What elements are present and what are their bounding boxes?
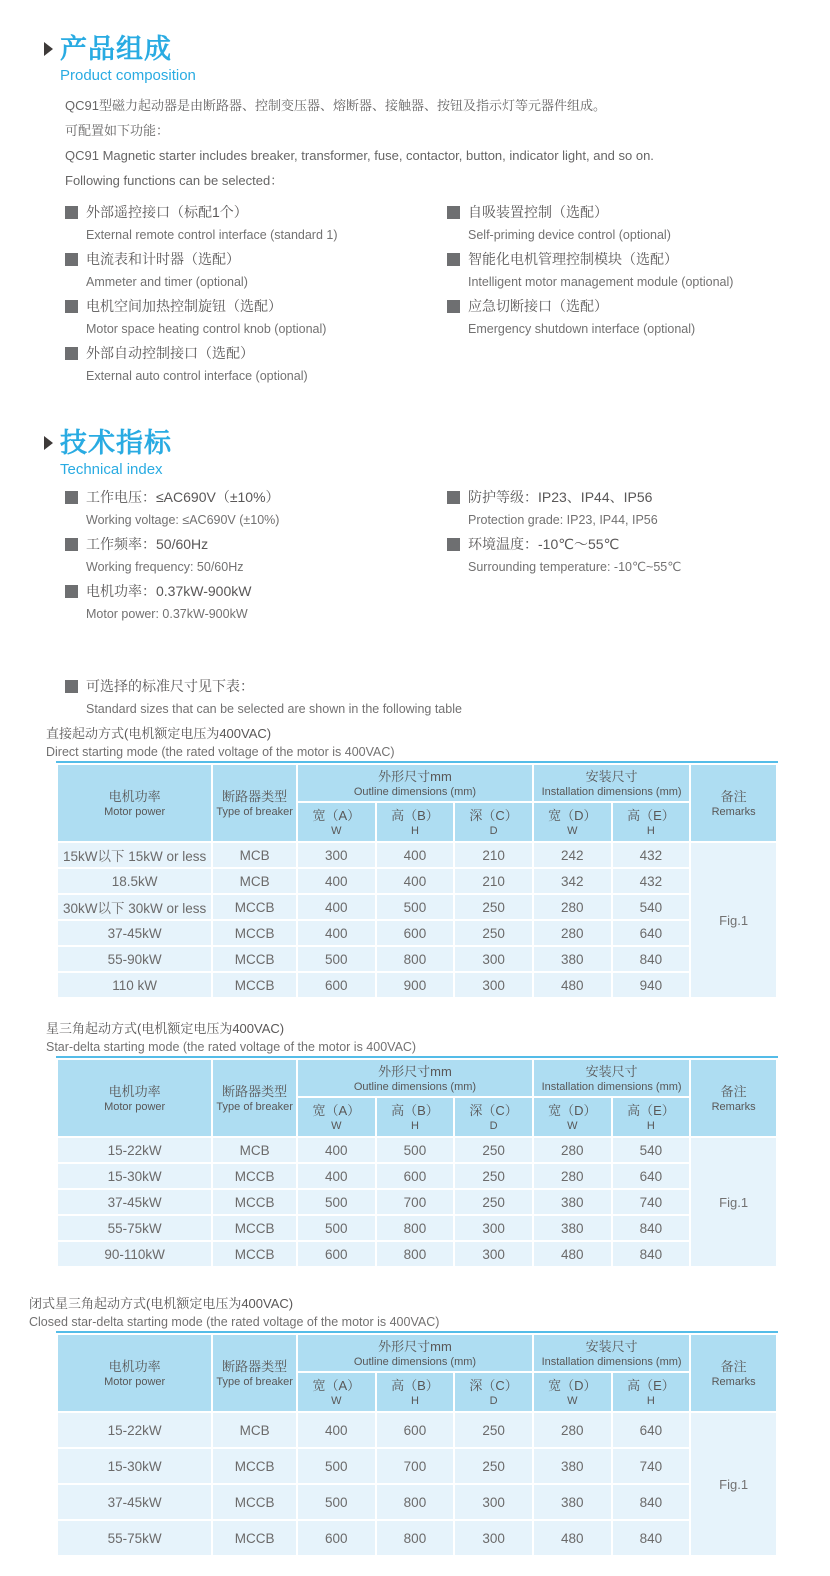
- cell: 55-75kW: [58, 1216, 211, 1240]
- table-row: [58, 1190, 776, 1214]
- col-group-installation: 安装尺寸 Installation dimensions (mm): [534, 1060, 689, 1096]
- cell: 640: [613, 921, 690, 945]
- col-header-motor-power: 电机功率 Motor power: [58, 1335, 211, 1411]
- col-header-motor-power: 电机功率 Motor power: [58, 1060, 211, 1136]
- cell: 800: [377, 1242, 454, 1266]
- cell: 640: [613, 1164, 690, 1188]
- cell: 540: [613, 1138, 690, 1162]
- cell: 800: [377, 1521, 454, 1555]
- cell: 250: [455, 895, 532, 919]
- cell: 700: [377, 1190, 454, 1214]
- spec-column-left: [65, 485, 447, 626]
- table-row: [58, 1164, 776, 1188]
- section-arrow-icon: [44, 42, 53, 56]
- cell: 300: [455, 1521, 532, 1555]
- cell: 500: [298, 1449, 375, 1483]
- feature-item: [447, 294, 830, 340]
- feature-en: External remote control interface (standard 1): [86, 228, 338, 242]
- section-title-en: Technical index: [60, 461, 163, 478]
- cell: 300: [455, 1485, 532, 1519]
- feature-column-left: [65, 200, 447, 388]
- cell: 55-75kW: [58, 1521, 211, 1555]
- table-caption: [46, 1019, 830, 1056]
- cell: MCB: [213, 869, 296, 893]
- col-header-width-d: 宽（D） W: [534, 1373, 611, 1411]
- cell: 380: [534, 1485, 611, 1519]
- col-header-width-d: 宽（D） W: [534, 1098, 611, 1136]
- intro-line: QC91型磁力起动器是由断路器、控制变压器、熔断器、接触器、按钮及指示灯等元器件组成。: [65, 98, 606, 113]
- cell: 37-45kW: [58, 1485, 211, 1519]
- spec-en: Motor power: 0.37kW-900kW: [86, 607, 248, 621]
- cell: 380: [534, 1190, 611, 1214]
- cell: 300: [455, 973, 532, 997]
- cell: 250: [455, 1138, 532, 1162]
- closed-star-delta-table: [56, 1331, 778, 1557]
- cell: 500: [298, 1190, 375, 1214]
- cell: MCCB: [213, 1164, 296, 1188]
- section-title-zh: 产品组成: [60, 34, 172, 64]
- feature-zh: 电流表和计时器（选配）: [86, 251, 240, 267]
- spec-item: [447, 485, 830, 531]
- feature-item: [65, 341, 447, 387]
- feature-list: [65, 200, 830, 388]
- feature-zh: 自吸装置控制（选配）: [468, 204, 608, 220]
- cell: 840: [613, 1485, 690, 1519]
- square-bullet-icon: [65, 253, 78, 266]
- cell: 15-30kW: [58, 1164, 211, 1188]
- col-header-remarks: 备注 Remarks: [691, 765, 776, 841]
- technical-index-header: [44, 428, 830, 478]
- cell: 840: [613, 1521, 690, 1555]
- section-title-en: Product composition: [60, 67, 196, 84]
- cell: 280: [534, 1164, 611, 1188]
- col-header-height-b: 高（B） H: [377, 803, 454, 841]
- cell: 400: [298, 1138, 375, 1162]
- feature-zh: 外部遥控接口（标配1个）: [86, 204, 248, 220]
- cell: 300: [455, 947, 532, 971]
- cell: 280: [534, 1138, 611, 1162]
- col-header-height-e: 高（E） H: [613, 803, 690, 841]
- spec-zh: 电机功率：0.37kW-900kW: [86, 583, 252, 599]
- feature-en: Emergency shutdown interface (optional): [468, 322, 696, 336]
- feature-item: [65, 247, 447, 293]
- caption-zh: 星三角起动方式(电机额定电压为400VAC): [46, 1021, 285, 1036]
- cell: 280: [534, 921, 611, 945]
- cell: 210: [455, 869, 532, 893]
- square-bullet-icon: [447, 300, 460, 313]
- spec-item: [447, 532, 830, 578]
- spec-en: Working voltage: ≤AC690V (±10%): [86, 513, 280, 527]
- square-bullet-icon: [447, 491, 460, 504]
- section-title-zh: 技术指标: [60, 428, 172, 458]
- cell: MCCB: [213, 895, 296, 919]
- remark-cell: Fig.1: [691, 1413, 776, 1555]
- square-bullet-icon: [65, 491, 78, 504]
- spec-zh: 防护等级：IP23、IP44、IP56: [468, 489, 653, 505]
- cell: 250: [455, 921, 532, 945]
- remark-cell: Fig.1: [691, 1138, 776, 1266]
- feature-en: Self-priming device control (optional): [468, 228, 671, 242]
- cell: 500: [377, 1138, 454, 1162]
- table-row: [58, 1485, 776, 1519]
- cell: 90-110kW: [58, 1242, 211, 1266]
- col-header-depth-c: 深（C） D: [455, 803, 532, 841]
- cell: 400: [298, 895, 375, 919]
- table-row: [58, 921, 776, 945]
- cell: 480: [534, 973, 611, 997]
- spec-item: [65, 532, 447, 578]
- col-header-remarks: 备注 Remarks: [691, 1335, 776, 1411]
- cell: MCB: [213, 1138, 296, 1162]
- cell: 600: [298, 1521, 375, 1555]
- cell: 700: [377, 1449, 454, 1483]
- note-zh: 可选择的标准尺寸见下表：: [86, 678, 254, 694]
- cell: 400: [377, 843, 454, 867]
- product-composition-header: [44, 34, 830, 84]
- col-header-width-a: 宽（A） W: [298, 1098, 375, 1136]
- cell: 840: [613, 1216, 690, 1240]
- spec-column-right: [447, 485, 830, 626]
- cell: 400: [298, 1164, 375, 1188]
- table-row: [58, 973, 776, 997]
- spec-item: [65, 485, 447, 531]
- col-header-breaker-type: 断路器类型 Type of breaker: [213, 1335, 296, 1411]
- feature-zh: 电机空间加热控制旋钮（选配）: [86, 298, 282, 314]
- cell: 740: [613, 1190, 690, 1214]
- cell: 280: [534, 1413, 611, 1447]
- table-row: [58, 1521, 776, 1555]
- cell: 800: [377, 1216, 454, 1240]
- cell: 540: [613, 895, 690, 919]
- square-bullet-icon: [447, 253, 460, 266]
- cell: 600: [298, 973, 375, 997]
- cell: MCCB: [213, 921, 296, 945]
- direct-start-table: [56, 761, 778, 999]
- cell: 15-30kW: [58, 1449, 211, 1483]
- feature-zh: 智能化电机管理控制模块（选配）: [468, 251, 678, 267]
- cell: MCB: [213, 1413, 296, 1447]
- col-header-remarks: 备注 Remarks: [691, 1060, 776, 1136]
- col-header-height-e: 高（E） H: [613, 1373, 690, 1411]
- table-row: [58, 1449, 776, 1483]
- cell: 37-45kW: [58, 921, 211, 945]
- col-header-breaker-type: 断路器类型 Type of breaker: [213, 1060, 296, 1136]
- cell: 380: [534, 1449, 611, 1483]
- square-bullet-icon: [65, 206, 78, 219]
- cell: 15kW以下 15kW or less: [58, 843, 211, 867]
- feature-en: External auto control interface (optional): [86, 369, 308, 383]
- cell: 380: [534, 1216, 611, 1240]
- cell: MCCB: [213, 1449, 296, 1483]
- col-header-width-a: 宽（A） W: [298, 803, 375, 841]
- cell: 18.5kW: [58, 869, 211, 893]
- col-header-height-b: 高（B） H: [377, 1373, 454, 1411]
- star-delta-table: [56, 1056, 778, 1268]
- standard-sizes-note: [65, 674, 830, 720]
- col-header-width-a: 宽（A） W: [298, 1373, 375, 1411]
- cell: 250: [455, 1164, 532, 1188]
- cell: 432: [613, 869, 690, 893]
- col-header-depth-c: 深（C） D: [455, 1373, 532, 1411]
- table-row: [58, 1216, 776, 1240]
- cell: 380: [534, 947, 611, 971]
- square-bullet-icon: [447, 538, 460, 551]
- spec-en: Protection grade: IP23, IP44, IP56: [468, 513, 658, 527]
- spec-zh: 工作电压：≤AC690V（±10%）: [86, 489, 280, 505]
- cell: MCCB: [213, 973, 296, 997]
- feature-en: Intelligent motor management module (optional): [468, 275, 734, 289]
- square-bullet-icon: [65, 680, 78, 693]
- cell: 210: [455, 843, 532, 867]
- feature-column-right: [447, 200, 830, 388]
- cell: 30kW以下 30kW or less: [58, 895, 211, 919]
- cell: 600: [377, 1164, 454, 1188]
- cell: MCCB: [213, 1216, 296, 1240]
- cell: 500: [298, 1485, 375, 1519]
- cell: 300: [455, 1216, 532, 1240]
- table-row: [58, 869, 776, 893]
- cell: 500: [298, 1216, 375, 1240]
- cell: MCCB: [213, 1485, 296, 1519]
- note-en: Standard sizes that can be selected are shown in the following table: [86, 702, 462, 716]
- col-header-motor-power: 电机功率 Motor power: [58, 765, 211, 841]
- square-bullet-icon: [65, 347, 78, 360]
- table-row: [58, 895, 776, 919]
- cell: 840: [613, 947, 690, 971]
- cell: 940: [613, 973, 690, 997]
- section-arrow-icon: [44, 436, 53, 450]
- table-row: [58, 1413, 776, 1447]
- cell: 500: [298, 947, 375, 971]
- square-bullet-icon: [65, 300, 78, 313]
- square-bullet-icon: [65, 585, 78, 598]
- col-header-height-e: 高（E） H: [613, 1098, 690, 1136]
- caption-en: Direct starting mode (the rated voltage of the motor is 400VAC): [46, 745, 395, 759]
- col-group-installation: 安装尺寸 Installation dimensions (mm): [534, 765, 689, 801]
- feature-item: [447, 247, 830, 293]
- cell: 15-22kW: [58, 1413, 211, 1447]
- cell: 900: [377, 973, 454, 997]
- cell: 110 kW: [58, 973, 211, 997]
- feature-item: [447, 200, 830, 246]
- spec-item: [65, 579, 447, 625]
- cell: MCCB: [213, 1242, 296, 1266]
- cell: 15-22kW: [58, 1138, 211, 1162]
- cell: 250: [455, 1413, 532, 1447]
- cell: 280: [534, 895, 611, 919]
- intro-line: QC91 Magnetic starter includes breaker, transformer, fuse, contactor, button, indicator light, and so on.: [65, 148, 654, 163]
- caption-en: Closed star-delta starting mode (the rated voltage of the motor is 400VAC): [29, 1315, 440, 1329]
- cell: 250: [455, 1449, 532, 1483]
- spec-zh: 工作频率：50/60Hz: [86, 536, 209, 552]
- col-header-width-d: 宽（D） W: [534, 803, 611, 841]
- cell: 432: [613, 843, 690, 867]
- spec-zh: 环境温度：-10℃～55℃: [468, 536, 620, 552]
- cell: 740: [613, 1449, 690, 1483]
- cell: 800: [377, 1485, 454, 1519]
- table-row: [58, 843, 776, 867]
- cell: 242: [534, 843, 611, 867]
- col-group-outline: 外形尺寸mm Outline dimensions (mm): [298, 1335, 532, 1371]
- feature-en: Motor space heating control knob (optional): [86, 322, 327, 336]
- cell: 55-90kW: [58, 947, 211, 971]
- cell: 250: [455, 1190, 532, 1214]
- cell: 840: [613, 1242, 690, 1266]
- feature-item: [65, 294, 447, 340]
- col-header-breaker-type: 断路器类型 Type of breaker: [213, 765, 296, 841]
- table-caption: [46, 724, 830, 761]
- cell: 480: [534, 1242, 611, 1266]
- cell: 400: [298, 1413, 375, 1447]
- table-row: [58, 1242, 776, 1266]
- col-header-height-b: 高（B） H: [377, 1098, 454, 1136]
- cell: 37-45kW: [58, 1190, 211, 1214]
- spec-list: [65, 485, 830, 626]
- cell: 600: [377, 921, 454, 945]
- caption-zh: 闭式星三角起动方式(电机额定电压为400VAC): [29, 1296, 294, 1311]
- cell: 500: [377, 895, 454, 919]
- spec-en: Surrounding temperature: -10℃~55℃: [468, 560, 682, 574]
- intro-paragraphs: [65, 93, 830, 193]
- cell: MCB: [213, 843, 296, 867]
- col-group-installation: 安装尺寸 Installation dimensions (mm): [534, 1335, 689, 1371]
- cell: 640: [613, 1413, 690, 1447]
- spec-en: Working frequency: 50/60Hz: [86, 560, 244, 574]
- intro-line: 可配置如下功能：: [65, 123, 170, 138]
- table-caption: [29, 1294, 830, 1331]
- caption-en: Star-delta starting mode (the rated voltage of the motor is 400VAC): [46, 1040, 417, 1054]
- table-row: [58, 1138, 776, 1162]
- intro-line: Following functions can be selected：: [65, 173, 284, 188]
- cell: MCCB: [213, 1190, 296, 1214]
- cell: 400: [377, 869, 454, 893]
- feature-zh: 外部自动控制接口（选配）: [86, 345, 254, 361]
- cell: 400: [298, 921, 375, 945]
- table-row: [58, 947, 776, 971]
- feature-item: [65, 200, 447, 246]
- feature-zh: 应急切断接口（选配）: [468, 298, 608, 314]
- cell: 300: [455, 1242, 532, 1266]
- square-bullet-icon: [65, 538, 78, 551]
- cell: 400: [298, 869, 375, 893]
- square-bullet-icon: [447, 206, 460, 219]
- cell: 480: [534, 1521, 611, 1555]
- cell: 600: [298, 1242, 375, 1266]
- caption-zh: 直接起动方式(电机额定电压为400VAC): [46, 726, 272, 741]
- cell: MCCB: [213, 947, 296, 971]
- cell: 300: [298, 843, 375, 867]
- feature-en: Ammeter and timer (optional): [86, 275, 248, 289]
- cell: MCCB: [213, 1521, 296, 1555]
- col-group-outline: 外形尺寸mm Outline dimensions (mm): [298, 765, 532, 801]
- remark-cell: Fig.1: [691, 843, 776, 997]
- col-header-depth-c: 深（C） D: [455, 1098, 532, 1136]
- cell: 600: [377, 1413, 454, 1447]
- cell: 800: [377, 947, 454, 971]
- cell: 342: [534, 869, 611, 893]
- col-group-outline: 外形尺寸mm Outline dimensions (mm): [298, 1060, 532, 1096]
